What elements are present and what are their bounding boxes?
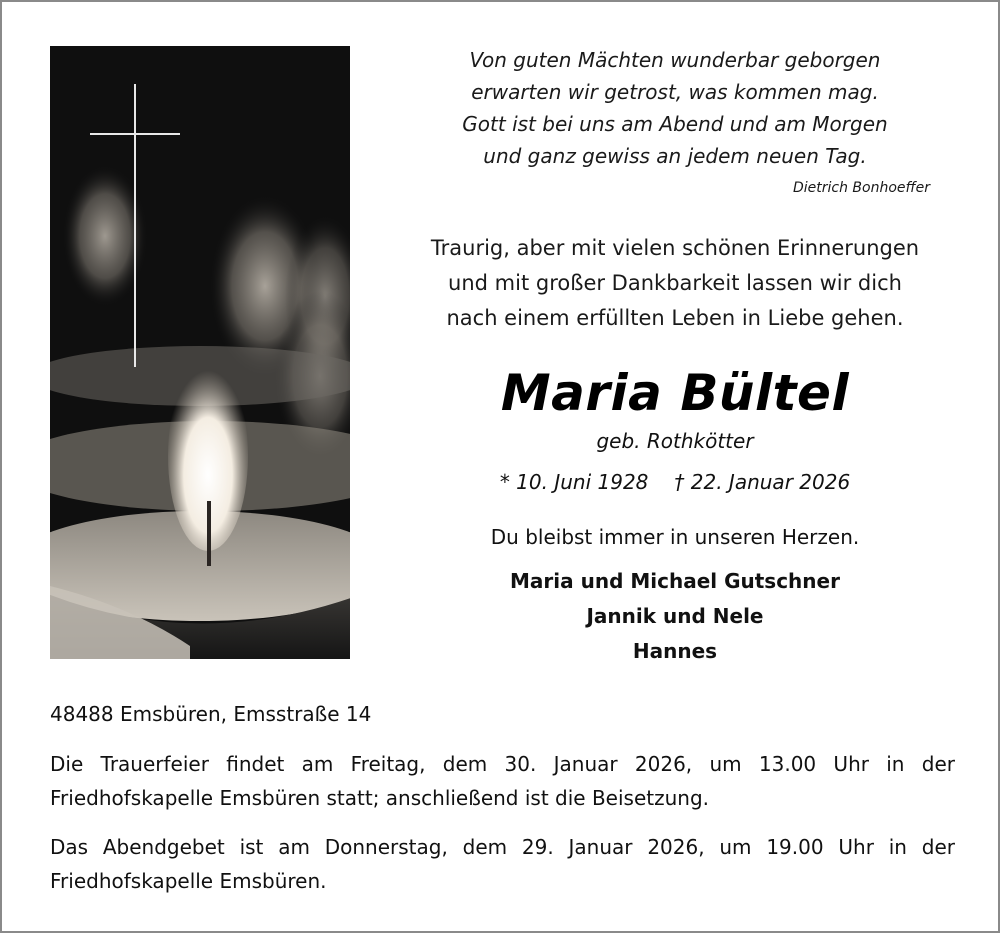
funeral-line: Friedhofskapelle Emsbüren statt; anschließend ist die Beisetzung. bbox=[50, 786, 710, 810]
bonhoeffer-quote bbox=[392, 44, 958, 172]
candles-photo bbox=[50, 46, 350, 659]
quote-line: erwarten wir getrost, was kommen mag. bbox=[471, 80, 879, 104]
family-signatures bbox=[392, 564, 958, 669]
family-member: Maria und Michael Gutschner bbox=[510, 569, 840, 593]
quote-line: und ganz gewiss an jedem neuen Tag. bbox=[483, 144, 867, 168]
death-date: † 22. Januar 2026 bbox=[674, 470, 851, 494]
evening-prayer-notice bbox=[50, 830, 955, 898]
prayer-line: Friedhofskapelle Emsbüren. bbox=[50, 869, 327, 893]
birth-date: * 10. Juni 1928 bbox=[499, 470, 649, 494]
address: 48488 Emsbüren, Emsstraße 14 bbox=[50, 702, 372, 726]
funeral-line: Die Trauerfeier findet am Freitag, dem 30. Januar 2026, um 13.00 Uhr in der bbox=[50, 752, 955, 776]
family-member: Hannes bbox=[632, 639, 718, 663]
candles-illustration bbox=[50, 46, 350, 659]
family-member: Jannik und Nele bbox=[586, 604, 764, 628]
life-dates bbox=[392, 467, 958, 497]
deceased-name: Maria Bültel bbox=[500, 364, 850, 422]
mourning-line: Traurig, aber mit vielen schönen Erinnerungen bbox=[430, 236, 920, 260]
quote-line: Gott ist bei uns am Abend und am Morgen bbox=[462, 112, 888, 136]
funeral-notice bbox=[50, 747, 955, 815]
maiden-name: geb. Rothkötter bbox=[596, 429, 754, 453]
prayer-line: Das Abendgebet ist am Donnerstag, dem 29. Januar 2026, um 19.00 Uhr in der bbox=[50, 835, 955, 859]
mourning-line: nach einem erfüllten Leben in Liebe gehen. bbox=[446, 306, 904, 330]
quote-line: Von guten Mächten wunderbar geborgen bbox=[469, 48, 881, 72]
mourning-line: und mit großer Dankbarkeit lassen wir dich bbox=[448, 271, 902, 295]
cross-vertical bbox=[134, 84, 136, 367]
quote-author: Dietrich Bonhoeffer bbox=[792, 180, 930, 196]
mourning-text bbox=[392, 231, 958, 336]
remembrance-line: Du bleibst immer in unseren Herzen. bbox=[490, 525, 860, 549]
cross-horizontal bbox=[90, 133, 180, 135]
